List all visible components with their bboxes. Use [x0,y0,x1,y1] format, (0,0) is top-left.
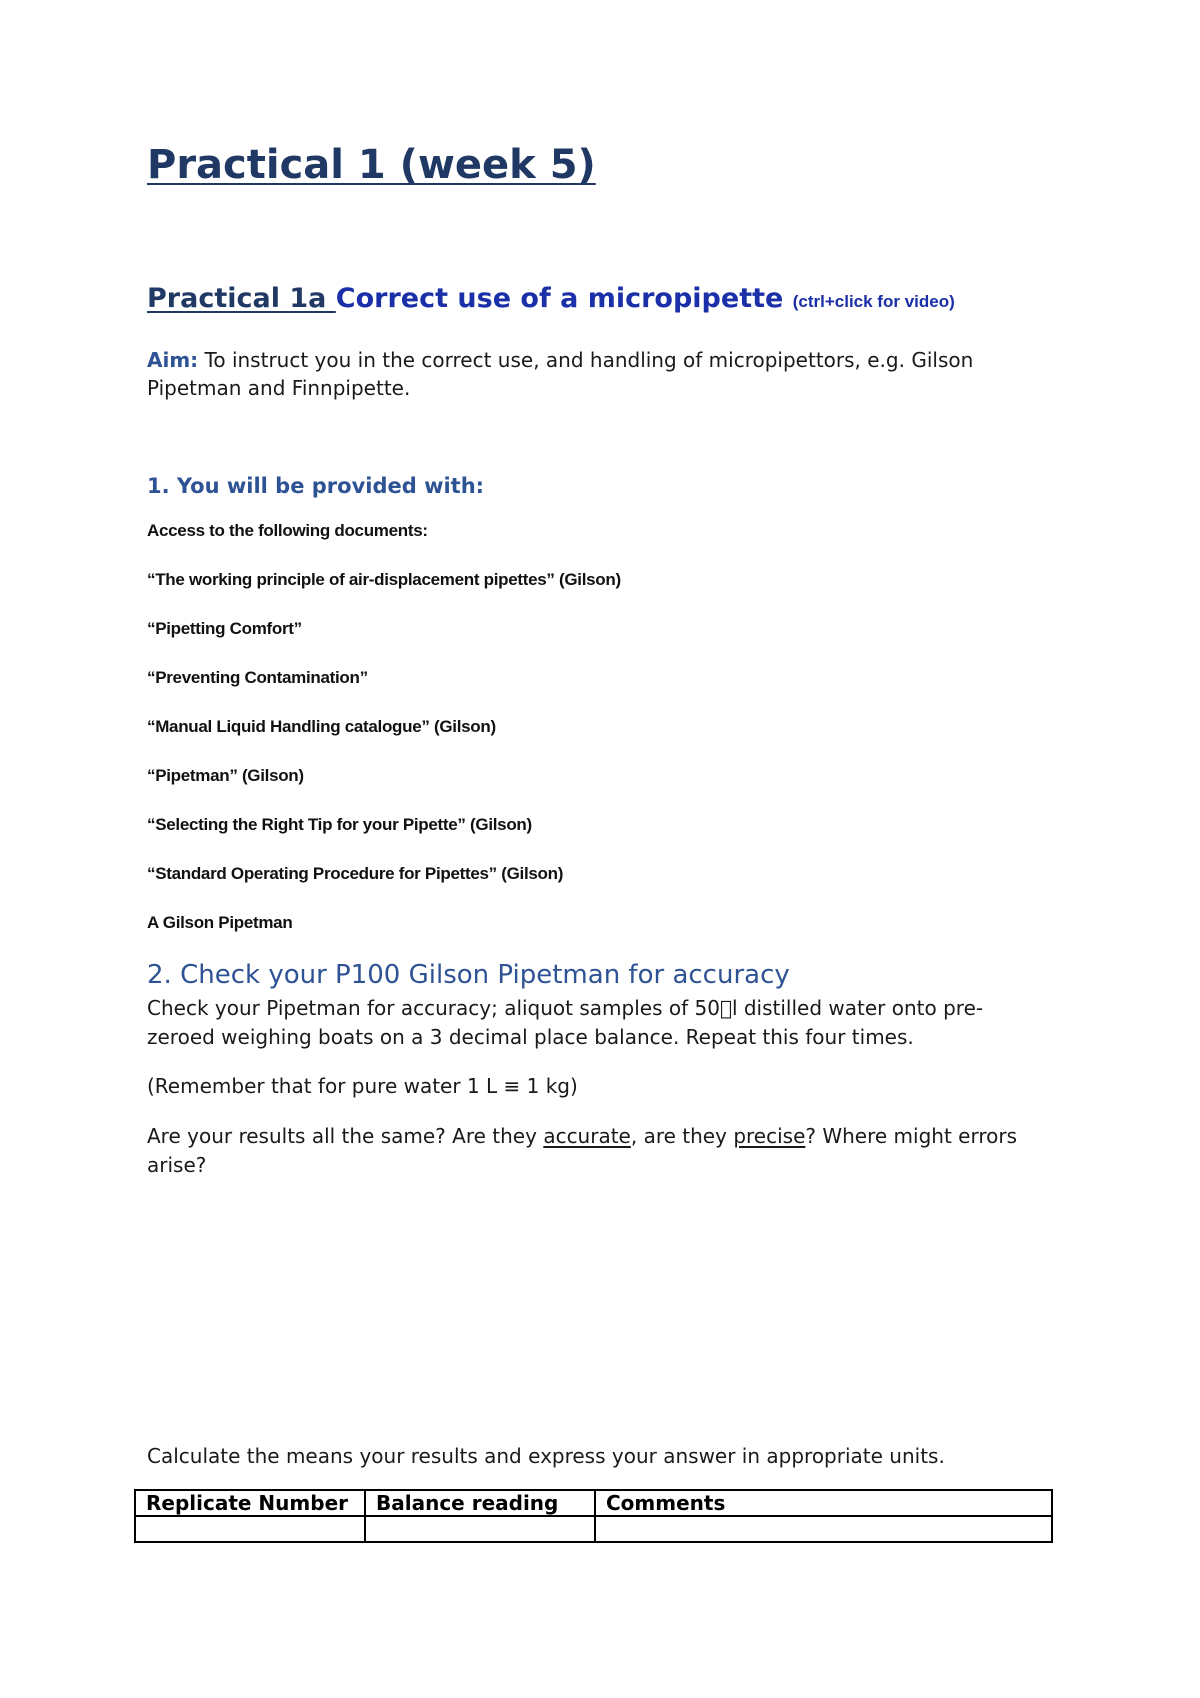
aim-text: To instruct you in the correct use, and handling of micropipettors, e.g. Gilson Pipetman and Finnpipette. [147,348,974,400]
list-item: “Pipetman” (Gilson) [147,766,304,785]
results-table [134,1489,1053,1543]
video-hint: (ctrl+click for video) [792,292,955,311]
list-item: Access to the following documents: [147,521,428,540]
subtitle-prefix: Practical 1a [147,283,336,314]
remember-note: (Remember that for pure water 1 L ≡ 1 kg) [147,1074,578,1098]
list-item: A Gilson Pipetman [147,913,293,932]
accuracy-instructions: Check your Pipetman for accuracy; aliquot samples of 50 l distilled water onto pre-zeroed weighing boats on a 3 decimal place balance. Repeat this four times. [147,996,984,1049]
precise-term: precise [733,1124,806,1148]
aim-paragraph [147,346,1027,402]
list-item: “Pipetting Comfort” [147,619,302,638]
cell-comments[interactable] [595,1516,1052,1542]
cell-replicate-number[interactable] [135,1516,365,1542]
list-item: “Preventing Contamination” [147,668,368,687]
micropipette-video-link[interactable]: Correct use of a micropipette [335,283,784,314]
questions-part1: Are your results all the same? Are they [147,1124,544,1148]
list-item: “Manual Liquid Handling catalogue” (Gilson) [147,717,496,736]
table-row [135,1516,1052,1542]
list-item: “Selecting the Right Tip for your Pipette” (Gilson) [147,815,532,834]
aim-label: Aim: [147,348,199,372]
accurate-term: accurate [543,1124,631,1148]
page-title: Practical 1 (week 5) [147,142,596,188]
practical-subtitle [147,283,955,314]
table-header-row [135,1490,1052,1516]
header-balance-reading: Balance reading [365,1490,595,1516]
questions-paragraph [147,1122,1047,1180]
cell-balance-reading[interactable] [365,1516,595,1542]
documents-list [147,521,621,962]
header-replicate-number: Replicate Number [135,1490,365,1516]
calculate-instruction: Calculate the means your results and express your answer in appropriate units. [147,1444,945,1468]
list-item: “The working principle of air-displacement pipettes” (Gilson) [147,570,621,589]
questions-part3: ? Where might errors arise? [147,1124,1017,1177]
questions-part2: , are they [630,1124,734,1148]
accuracy-heading: 2. Check your P100 Gilson Pipetman for accuracy [147,960,790,990]
list-item: “Standard Operating Procedure for Pipettes” (Gilson) [147,864,564,883]
provided-heading: 1. You will be provided with: [147,474,485,498]
header-comments: Comments [595,1490,1052,1516]
